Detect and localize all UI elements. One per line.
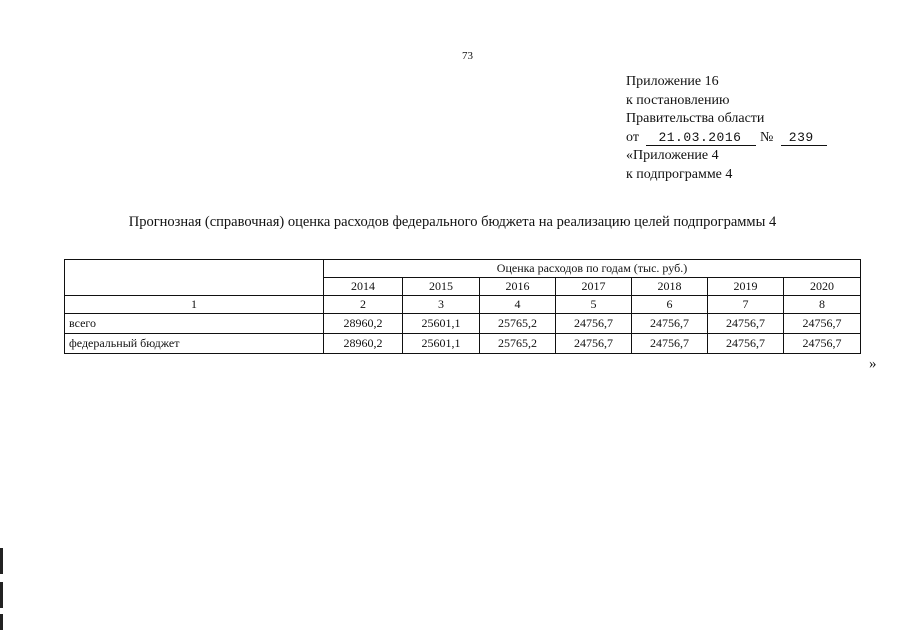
appendix-line-5: «Приложение 4 [626,148,719,163]
resolution-number: 239 [781,131,827,146]
appendix-date-line [626,129,827,148]
year-cell: 2020 [784,278,861,296]
row-label: всего [65,314,324,334]
year-cell: 2019 [708,278,784,296]
value-cell: 25765,2 [480,314,556,334]
column-number-cell: 7 [708,296,784,314]
year-cell: 2017 [556,278,632,296]
year-cell: 2018 [632,278,708,296]
value-cell: 28960,2 [324,334,403,354]
column-number-cell: 5 [556,296,632,314]
value-cell: 25601,1 [403,314,480,334]
column-number-cell: 4 [480,296,556,314]
appendix-line-1: Приложение 16 [626,74,719,89]
value-cell: 24756,7 [556,314,632,334]
value-cell: 24756,7 [708,334,784,354]
year-cell: 2015 [403,278,480,296]
page-number: 73 [462,50,473,62]
value-cell: 28960,2 [324,314,403,334]
resolution-date: 21.03.2016 [646,131,756,146]
number-sign: № [759,129,774,145]
value-cell: 24756,7 [708,314,784,334]
empty-header-cell [65,260,324,296]
value-cell: 24756,7 [632,314,708,334]
value-cell: 24756,7 [632,334,708,354]
appendix-line-3: Правительства области [626,111,765,126]
expenditure-table [64,259,861,354]
date-prefix: от [626,129,639,145]
value-cell: 24756,7 [556,334,632,354]
table-header-row [65,260,861,278]
column-number-cell: 3 [403,296,480,314]
column-number-cell: 2 [324,296,403,314]
year-cell: 2014 [324,278,403,296]
year-cell: 2016 [480,278,556,296]
row-label: федеральный бюджет [65,334,324,354]
value-cell: 24756,7 [784,314,861,334]
closing-quote: » [869,356,877,372]
column-number-cell: 6 [632,296,708,314]
column-number-cell: 8 [784,296,861,314]
group-header-cell: Оценка расходов по годам (тыс. руб.) [324,260,861,278]
appendix-line-2: к постановлению [626,92,730,108]
column-number-cell: 1 [65,296,324,314]
appendix-block [626,73,827,184]
column-numbers-row [65,296,861,314]
table-row [65,314,861,334]
document-title: Прогнозная (справочная) оценка расходов федерального бюджета на реализацию целей подпрограммы 4 [128,214,777,230]
value-cell: 24756,7 [784,334,861,354]
value-cell: 25601,1 [403,334,480,354]
scan-edge-mark [0,548,3,630]
table-row [65,334,861,354]
value-cell: 25765,2 [480,334,556,354]
appendix-line-6: к подпрограмме 4 [626,166,733,182]
